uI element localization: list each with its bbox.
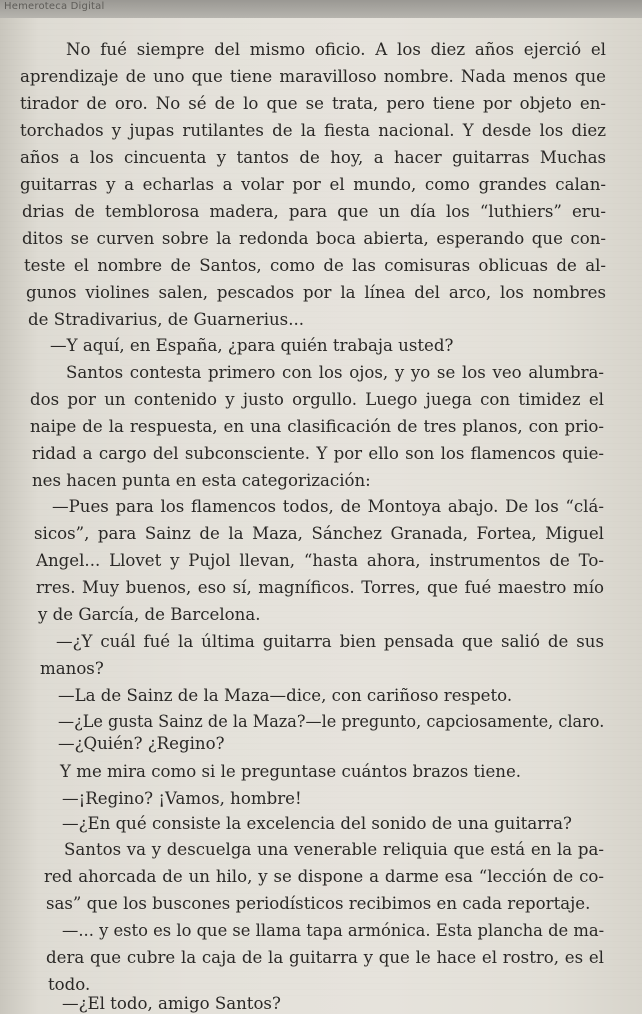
- text-line: y de García, de Barcelona.: [38, 605, 261, 624]
- text-line: drias de temblorosa madera, para que un día los “luthiers” eru-: [22, 202, 606, 221]
- text-line: gunos violines salen, pescados por la línea del arco, los nombres: [26, 283, 606, 302]
- text-line: —Pues para los flamencos todos, de Montoya abajo. De los “clá-: [52, 497, 604, 516]
- viewer-label: Hemeroteca Digital: [4, 1, 105, 12]
- text-line: aprendizaje de uno que tiene maravilloso nombre. Nada menos que: [20, 67, 606, 86]
- text-line: —¡Regino? ¡Vamos, hombre!: [62, 789, 302, 808]
- text-line: tirador de oro. No sé de lo que se trata, pero tiene por objeto en-: [20, 94, 606, 113]
- text-line: todo.: [48, 975, 91, 994]
- text-line: —... y esto es lo que se llama tapa armónica. Esta plancha de ma-: [62, 921, 605, 940]
- text-line: sicos”, para Sainz de la Maza, Sánchez Granada, Fortea, Miguel: [34, 524, 604, 543]
- text-line: —La de Sainz de la Maza—dice, con cariñoso respeto.: [58, 686, 513, 705]
- text-line: red ahorcada de un hilo, y se dispone a darme esa “lección de co-: [44, 867, 604, 886]
- text-line: manos?: [40, 659, 104, 678]
- text-line: dos por un contenido y justo orgullo. Luego juega con timidez el: [30, 390, 604, 409]
- text-line: Y me mira como si le preguntase cuántos brazos tiene.: [60, 762, 522, 781]
- text-line: ditos se curven sobre la redonda boca abierta, esperando que con-: [22, 229, 606, 248]
- text-line: dera que cubre la caja de la guitarra y que le hace el rostro, es el: [46, 948, 604, 967]
- text-line: teste el nombre de Santos, como de las comisuras oblicuas de al-: [24, 256, 606, 275]
- text-line: de Stradivarius, de Guarnerius...: [28, 310, 305, 329]
- text-line: torchados y jupas rutilantes de la fiesta nacional. Y desde los diez: [20, 121, 606, 140]
- scanned-page: [0, 18, 642, 1013]
- text-line: naipe de la respuesta, en una clasificación de tres planos, con prio-: [30, 417, 604, 436]
- text-line: Santos va y descuelga una venerable reliquia que está en la pa-: [64, 840, 604, 859]
- text-line: años a los cincuenta y tantos de hoy, a hacer guitarras Muchas: [20, 148, 606, 167]
- text-line: —¿Y cuál fué la última guitarra bien pensada que salió de sus: [56, 632, 604, 651]
- text-line: Santos contesta primero con los ojos, y yo se los veo alumbra-: [66, 363, 604, 382]
- viewer-top-bar: [0, 0, 642, 18]
- text-line: guitarras y a echarlas a volar por el mundo, como grandes calan-: [20, 175, 606, 194]
- text-line: No fué siempre del mismo oficio. A los diez años ejerció el: [66, 40, 606, 59]
- text-line: sas” que los buscones periodísticos recibimos en cada reportaje.: [46, 894, 591, 913]
- text-line: ridad a cargo del subconsciente. Y por ello son los flamencos quie-: [32, 444, 604, 463]
- text-line: Angel... Llovet y Pujol llevan, “hasta ahora, instrumentos de To-: [36, 551, 604, 570]
- text-line: rres. Muy buenos, eso sí, magníficos. Torres, que fué maestro mío: [36, 578, 604, 597]
- text-line: —¿El todo, amigo Santos?: [62, 994, 281, 1013]
- text-line: nes hacen punta en esta categorización:: [32, 471, 371, 490]
- text-line: —¿Quién? ¿Regino?: [58, 734, 225, 753]
- text-line: —Y aquí, en España, ¿para quién trabaja usted?: [50, 336, 454, 355]
- text-line: —¿En qué consiste la excelencia del sonido de una guitarra?: [62, 814, 572, 833]
- text-line: —¿Le gusta Sainz de la Maza?—le pregunto, capciosamente, claro.: [58, 712, 605, 731]
